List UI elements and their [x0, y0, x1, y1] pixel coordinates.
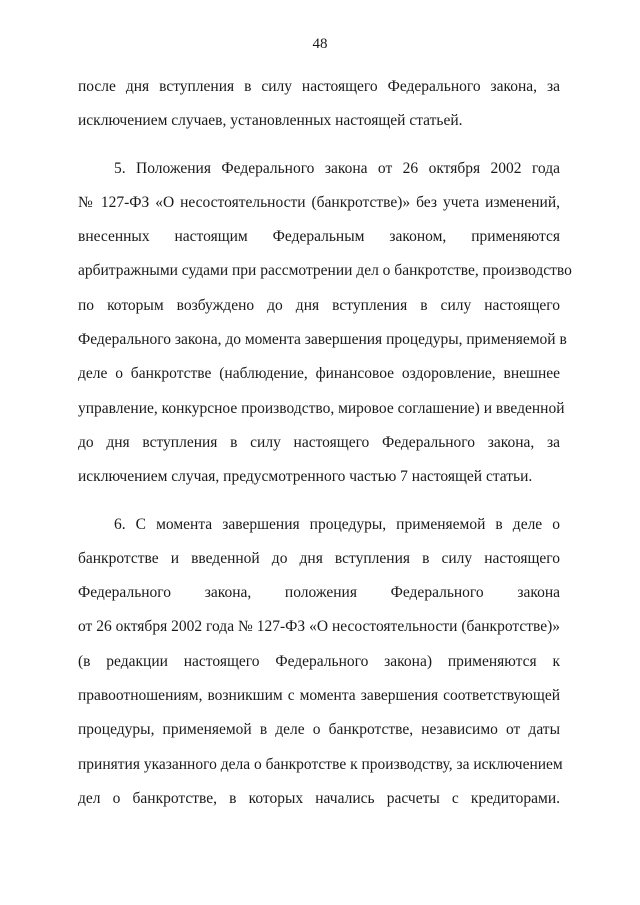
- text-line: до дня вступления в силу настоящего Федерального закона, за: [78, 433, 560, 451]
- text-line: Федерального закона, до момента завершения процедуры, применяемой в: [78, 331, 567, 349]
- text-line: внесенных настоящим Федеральным законом, применяются: [78, 228, 560, 246]
- text-line: управление, конкурсное производство, мировое соглашение) и введенной: [78, 399, 565, 417]
- document-body: [78, 70, 572, 816]
- text-line: исключением случаев, установленных настоящей статьей.: [78, 112, 463, 130]
- text-line: правоотношениям, возникшим с момента завершения соответствующей: [78, 687, 560, 705]
- text-line: от 26 октября 2002 года № 127-ФЗ «О несостоятельности (банкротстве)»: [78, 618, 560, 636]
- text-line: Федерального закона, положения Федерального закона: [78, 584, 560, 602]
- text-line: 5. Положения Федерального закона от 26 октября 2002 года: [114, 159, 560, 177]
- paragraph-6: [78, 508, 563, 817]
- text-line: по которым возбуждено до дня вступления в силу настоящего: [78, 296, 560, 314]
- text-line: (в редакции настоящего Федерального закона) применяются к: [78, 652, 560, 670]
- text-line: после дня вступления в силу настоящего Федерального закона, за: [78, 78, 560, 95]
- text-line: банкротстве и введенной до дня вступления в силу настоящего: [78, 549, 560, 567]
- text-line: процедуры, применяемой в деле о банкротстве, независимо от даты: [78, 721, 560, 739]
- paragraph-continuation: [78, 70, 560, 139]
- paragraph-5: [78, 152, 572, 495]
- text-line: № 127-ФЗ «О несостоятельности (банкротстве)» без учета изменений,: [78, 193, 560, 211]
- page-number: 48: [312, 36, 328, 52]
- text-line: принятия указанного дела о банкротстве к производству, за исключением: [78, 755, 563, 773]
- text-line: исключением случая, предусмотренного частью 7 настоящей статьи.: [78, 468, 533, 486]
- text-line: 6. С момента завершения процедуры, применяемой в деле о: [114, 515, 560, 533]
- text-line: дел о банкротстве, в которых начались расчеты с кредиторами.: [78, 789, 560, 807]
- text-line: арбитражными судами при рассмотрении дел о банкротстве, производство: [78, 262, 572, 280]
- text-line: деле о банкротстве (наблюдение, финансовое оздоровление, внешнее: [78, 365, 560, 383]
